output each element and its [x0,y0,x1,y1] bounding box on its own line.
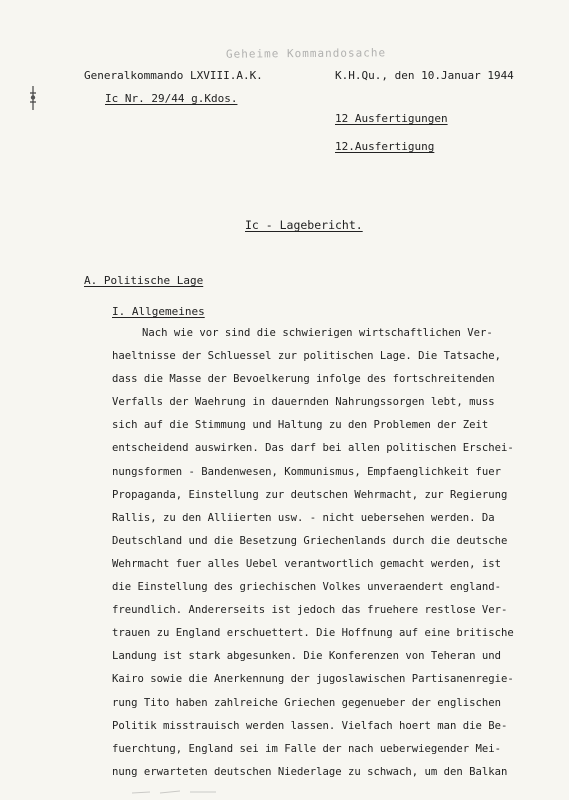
place-and-date: K.H.Qu., den 10.Januar 1944 [335,69,514,82]
body-line: rung Tito haben zahlreiche Griechen gegenueber der englischen [112,696,502,709]
body-text [112,322,552,784]
body-line: Kairo sowie die Anerkennung der jugoslawischen Partisanenregie- [112,673,514,686]
body-line: sich auf die Stimmung und Haltung zu den Problemen der Zeit [112,419,489,432]
body-line: Wehrmacht fuer alles Uebel verantwortlich gemacht werden, ist [112,557,502,570]
copy-number: 12.Ausfertigung [335,140,435,153]
body-line: Propaganda, Einstellung zur deutschen Wehrmacht, zur Regierung [112,488,508,501]
punch-hole-mark-icon [28,85,38,111]
body-line: fuerchtung, England sei im Falle der nach ueberwiegender Mei- [112,742,502,755]
body-line: Deutschland und die Besetzung Griechenlands durch die deutsche [112,534,508,547]
body-line: nung erwarteten deutschen Niederlage zu schwach, um den Balkan [112,765,508,778]
body-line: Verfalls der Waehrung in dauernden Nahrungssorgen lebt, muss [112,396,495,409]
document-title: Ic - Lagebericht. [245,218,363,232]
section-heading-i: I. Allgemeines [112,305,205,318]
section-heading-a: A. Politische Lage [84,274,204,287]
body-line: Landung ist stark abgesunken. Die Konferenzen von Teheran und [112,650,502,663]
classification-stamp: Geheime Kommandosache [225,46,387,61]
body-line: trauen zu England erschuettert. Die Hoffnung auf eine britische [112,627,514,640]
body-line: dass die Masse der Bevoelkerung infolge des fortschreitenden [112,373,495,386]
bleed-through-mark-icon [130,783,220,797]
reference-number: Ic Nr. 29/44 g.Kdos. [105,92,238,105]
body-line: nungsformen - Bandenwesen, Kommunismus, Empfaenglichkeit fuer [112,465,502,478]
body-line: freundlich. Andererseits ist jedoch das fruehere restlose Ver- [112,604,508,617]
body-line: Politik misstrauisch werden lassen. Vielfach hoert man die Be- [112,719,508,732]
body-line: entscheidend auswirken. Das darf bei allen politischen Erschei- [112,442,514,455]
body-line: Nach wie vor sind die schwierigen wirtschaftlichen Ver- [142,327,493,339]
body-line: haeltnisse der Schluessel zur politischen Lage. Die Tatsache, [112,350,502,363]
body-line: Rallis, zu den Alliierten usw. - nicht uebersehen werden. Da [112,511,495,524]
command-name: Generalkommando LXVIII.A.K. [84,69,263,82]
copies-count: 12 Ausfertigungen [335,112,448,125]
body-line: die Einstellung des griechischen Volkes unveraendert england- [112,581,502,594]
